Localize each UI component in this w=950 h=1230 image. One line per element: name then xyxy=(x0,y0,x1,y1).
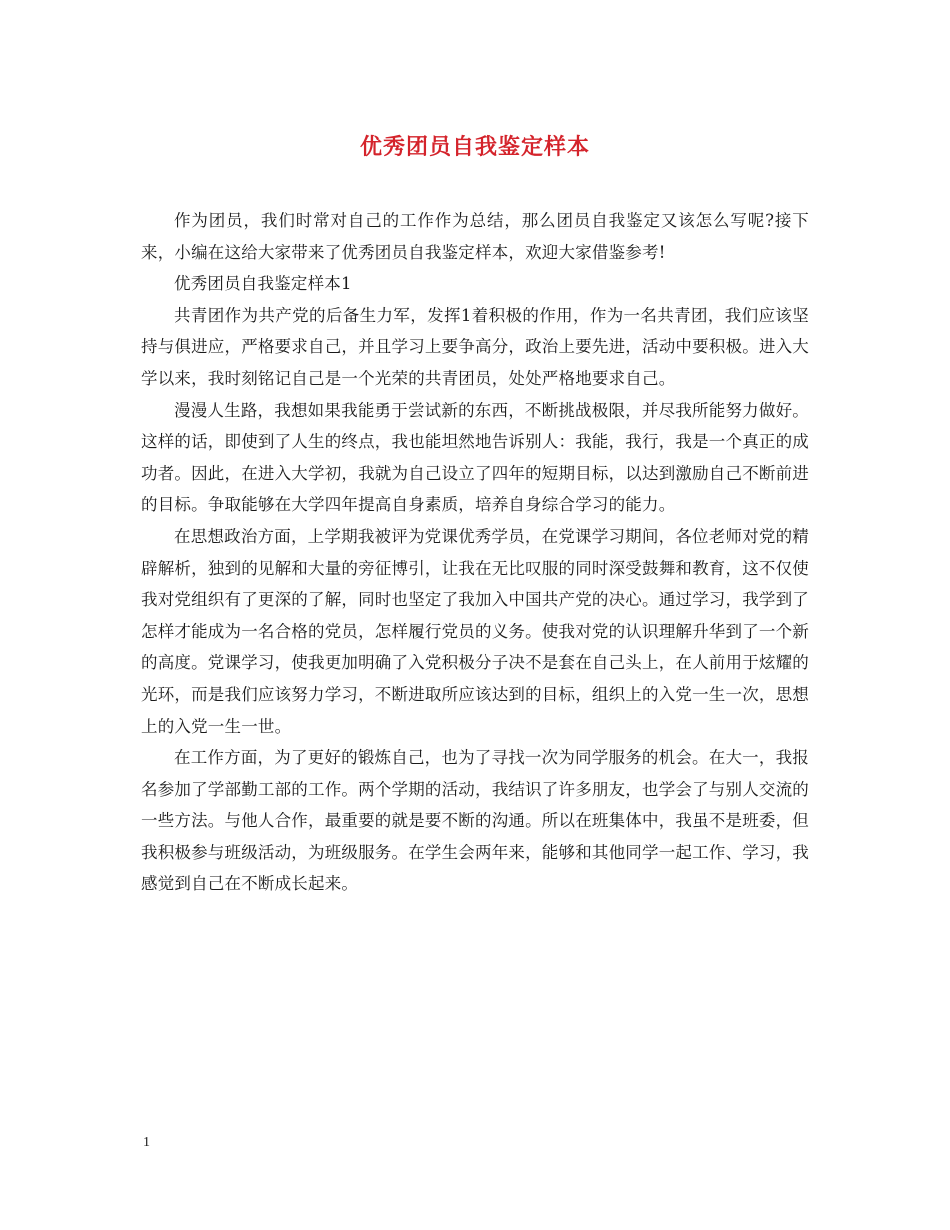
section-heading: 优秀团员自我鉴定样本1 xyxy=(174,274,352,294)
page-number: 1 xyxy=(143,1135,150,1150)
body-paragraph: 在思想政治方面，上学期我被评为党课优秀学员，在党课学习期间，各位老师对党的精辟解析，独到的见解和大量的旁征博引，让我在无比叹服的同时深受鼓舞和教育，这不仅使我对党组织有了更深的了解，同时也坚定了我加入中国共产党的决心。通过学习，我学到了怎样才能成为一名合格的党员，怎样履行党员的义务。使我对党的认识理解升华到了一个新的高度。党课学习，使我更加明确了入党积极分子决不是套在自己头上，在人前用于炫耀的光环，而是我们应该努力学习，不断进取所应该达到的目标，组织上的入党一生一次，思想上的入党一生一世。 xyxy=(141,526,809,736)
body-paragraph: 在工作方面，为了更好的锻炼自己，也为了寻找一次为同学服务的机会。在大一，我报名参加了学部勤工部的工作。两个学期的活动，我结识了许多朋友，也学会了与别人交流的一些方法。与他人合作，最重要的就是要不断的沟通。所以在班集体中，我虽不是班委，但我积极参与班级活动，为班级服务。在学生会两年来，能够和其他同学一起工作、学习，我感觉到自己在不断成长起来。 xyxy=(141,748,809,894)
body-paragraph: 共青团作为共产党的后备生力军，发挥1着积极的作用，作为一名共青团，我们应该坚持与俱进应，严格要求自己，并且学习上要争高分，政治上要先进，活动中要积极。进入大学以来，我时刻铭记自己是一个光荣的共青团员，处处严格地要求自己。 xyxy=(141,305,809,388)
document-body xyxy=(141,205,809,900)
document-title: 优秀团员自我鉴定样本 xyxy=(359,134,590,160)
body-paragraph: 漫漫人生路，我想如果我能勇于尝试新的东西，不断挑战极限，并尽我所能努力做好。这样的话，即使到了人生的终点，我也能坦然地告诉别人：我能，我行，我是一个真正的成功者。因此，在进入大学初，我就为自己设立了四年的短期目标，以达到激励自己不断前进的目标。争取能够在大学四年提高自身素质，培养自身综合学习的能力。 xyxy=(141,400,809,515)
intro-paragraph: 作为团员，我们时常对自己的工作作为总结，那么团员自我鉴定又该怎么写呢?接下来，小编在这给大家带来了优秀团员自我鉴定样本，欢迎大家借鉴参考! xyxy=(141,211,809,262)
